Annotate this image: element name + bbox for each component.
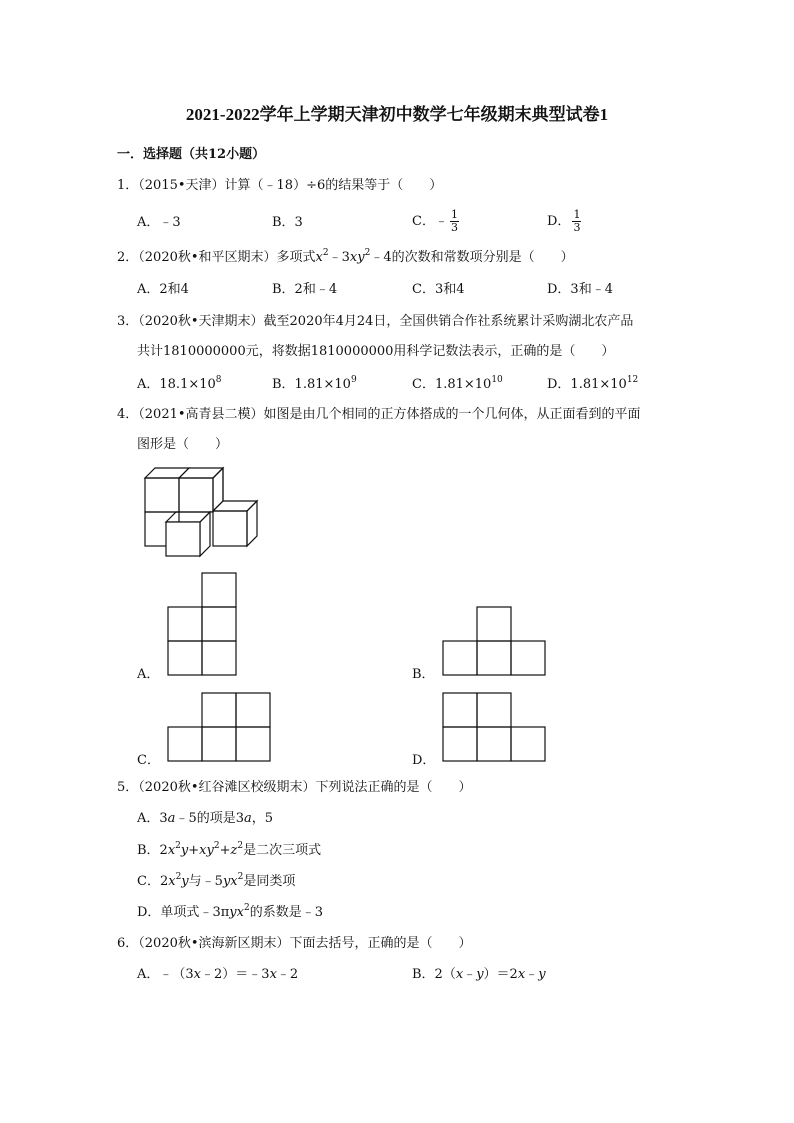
q5-option-d[interactable]: D．单项式﹣3πyx$^2$的系数是﹣3 (137, 903, 323, 920)
question-4-line2: 图形是（ ） (137, 437, 229, 452)
question-5-stem: 5．（2020秋•红谷滩区校级期末）下列说法正确的是（ ） (117, 780, 472, 795)
q4-option-b[interactable]: B． (412, 667, 435, 682)
question-3-line1: 3．（2020秋•天津期末）截至2020年4月24日，全国供销合作社系统累计采购湖北农产品 (117, 314, 634, 329)
question-2-stem: 2．（2020秋•和平区期末）多项式$x^2﹣3xy^2﹣4$的次数和常数项分别是（ ） (117, 248, 574, 265)
q4-option-a-figure[interactable] (166, 572, 239, 678)
q1-option-d[interactable]: D． $\frac{1}{3}$ (547, 208, 581, 234)
q6-option-a[interactable]: A．﹣（3x﹣2）＝﹣3x﹣2 (137, 967, 299, 982)
page-title: 2021-2022学年上学期天津初中数学七年级期末典型试卷1 (185, 105, 609, 124)
q4-option-d[interactable]: D． (412, 753, 436, 768)
q5-option-a[interactable]: A．3a﹣5的项是3a，5 (137, 811, 274, 826)
q4-option-c-figure[interactable] (166, 692, 273, 764)
q5-option-c[interactable]: C．$2x^2y$与$﹣5yx^2$是同类项 (137, 872, 296, 889)
q6-option-b[interactable]: B．2（x﹣y）＝2x﹣y (412, 967, 546, 982)
q3-option-a[interactable]: A．$18.1\times 10^8$ (137, 375, 222, 392)
q2-option-a[interactable]: A．2和4 (137, 282, 189, 297)
question-3-line2: 共计1810000000元，将数据1810000000用科学记数法表示，正确的是（ ） (137, 344, 615, 359)
question-1-stem: 1．（2015•天津）计算（﹣18）÷6的结果等于（ ） (117, 178, 443, 193)
q4-option-a[interactable]: A． (137, 667, 160, 682)
q4-option-d-figure[interactable] (441, 692, 548, 764)
q4-option-c[interactable]: C． (137, 753, 160, 768)
q2-option-c[interactable]: C．3和4 (412, 282, 465, 297)
q1-option-c[interactable]: C．﹣ $\frac{1}{3}$ (412, 208, 458, 234)
q5-option-b[interactable]: B．$2x^2y+xy^2+z^2$是二次三项式 (137, 841, 322, 858)
q2-option-d[interactable]: D．3和﹣4 (547, 282, 613, 297)
q1-option-a[interactable]: A．﹣3 (137, 215, 181, 230)
q3-option-c[interactable]: C．$1.81\times 10^{10}$ (412, 375, 503, 392)
q2-option-b[interactable]: B．2和﹣4 (272, 282, 338, 297)
section-heading: 一．选择题（共12小题） (117, 147, 266, 162)
question-4-line1: 4．（2021•高青县二模）如图是由几个相同的正方体搭成的一个几何体，从正面看到的平面 (117, 407, 641, 422)
cube-solid-figure (138, 466, 263, 558)
q3-option-b[interactable]: B．$1.81\times 10^9$ (272, 375, 357, 392)
question-6-stem: 6．（2020秋•滨海新区期末）下面去括号，正确的是（ ） (117, 936, 472, 951)
q3-option-d[interactable]: D．$1.81\times 10^{12}$ (547, 375, 639, 392)
q4-option-b-figure[interactable] (441, 606, 548, 678)
q1-option-b[interactable]: B．3 (272, 215, 303, 230)
